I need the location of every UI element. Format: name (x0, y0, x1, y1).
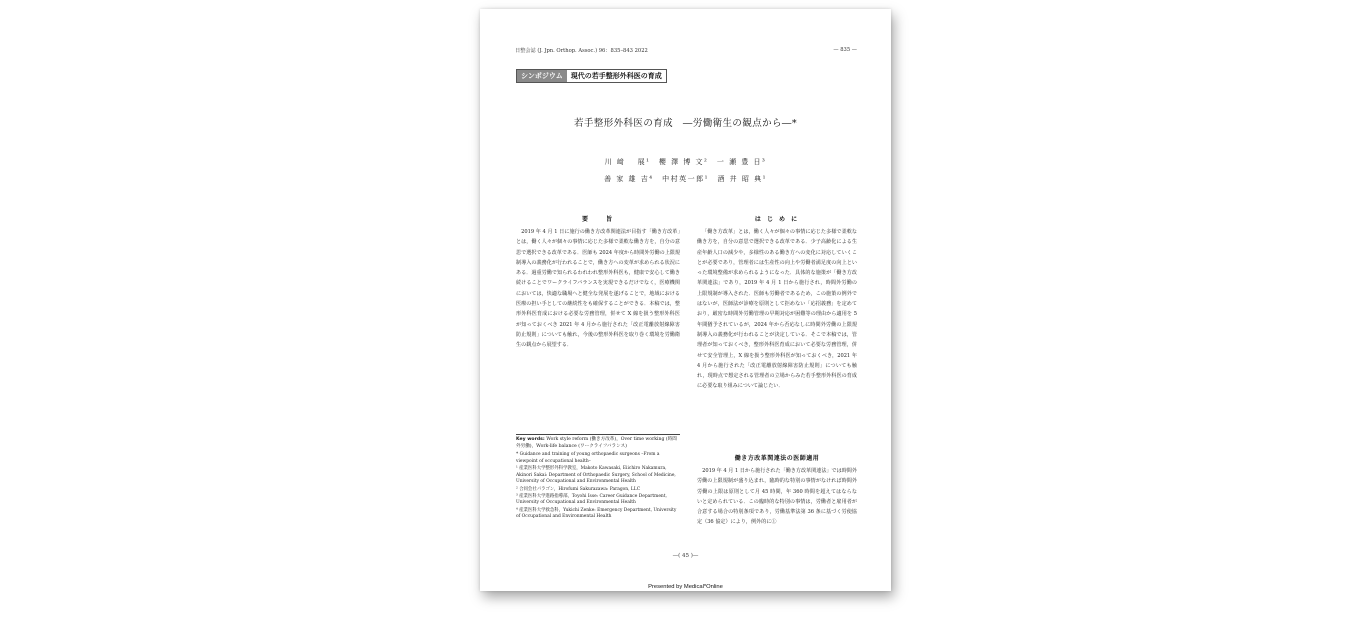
abstract-body (516, 227, 680, 351)
page-header-number: — 835 — (833, 47, 857, 53)
section2-heading: 働き方改革関連法の医師適用 (734, 455, 820, 462)
footnote-item: ¹ 産業医科大学整形外科学教室，Makoto Kawasaki, Eiichiro Nakamura, Akinori Sakai: Department of Orthopaedic Surgery, School of Medicine, University of Occupational and Environmental Health (516, 465, 676, 485)
intro-text: 「働き方改革」とは，働く人々が個々の事情に応じた多様で柔軟な働き方を，自分の意思で選択できる改革である．少子高齢化による生産年齢人口の減少や，多様性のある働き方への変化に対応していくことが必要であり，管理者には生産性の向上や労働者満足度の向上といった環境整備が求められるようになった．具体的な施策が「働き方改革関連法」であり，2019 年 4 月 1 日から施行され，時間外労働の上限規制が導入された．医師も労働者であるため，この施策の例外ではないが，医師法が診療を原則として拒めない「応招義務」を定めており，厳密な時間外労働管理の早期対応が困難等の理由から適用を 5 年間猶予されているが，2024 年から否応なしに時間外労働の上限規制導入の義務化が行われることが決定している．そこで本稿では，管理者が知っておくべき，整形外科医育成において必要な労務管理，併せて安全管理上，X 線を扱う整形外科医が知っておくべき，2021 年 4 月から施行された「改正電離放射線障害防止規則」についても触れ，現時点で想定される管理者の立場からみた若手整形外科医の育成に必要な取り組みについて論じたい． (697, 229, 857, 390)
symposium-title: 現代の若手整形外科医の育成 (567, 70, 666, 82)
abstract-heading: 要 旨 (581, 216, 614, 223)
paper-page (480, 9, 891, 591)
footnote-item: ⁴ 産業医科大学救急科，Yukichi Zenke: Emergency Department, University of Occupational and Environmental Health (516, 507, 677, 520)
authors-line-2: 善 家 雄 吉⁴ 中村英一郎¹ 酒 井 昭 典¹ (604, 175, 767, 183)
article-title: 若手整形外科医の育成 ―労働衛生の観点から―* (574, 118, 797, 129)
abstract-text: 2019 年 4 月 1 日に施行の働き方改革関連法が目指す「働き方改革」とは，働く人々が個々の事情に応じた多様で柔軟な働き方を，自分の意思で選択できる改革である．医師も 2024 年度から時間外労働の上限規制導入の義務化が行われることで，働き方への変革が求められる状況にある．過重労働で知られるわれわれ整形外科医も，健康で安心して働き続けることでワークライフバランスを実現できるだけでなく，医療機関においては，快適な職場へと健全な発展を遂げることで，地域における医療の担い手としての継続性をも確保することができる．本稿では，整形外科医育成における必要な労務管理，併せて X 線を扱う整形外科医が知っておくべき 2021 年 4 月から施行された「改正電離放射線障害防止規則」についても触れ，今後の整形外科医を取り巻く環境を労働衛生の観点から展望する． (516, 229, 680, 349)
symposium-banner (516, 69, 667, 83)
symposium-tag: シンポジウム (517, 70, 567, 82)
presented-by-footer: Presented by Medical*Online (648, 584, 723, 590)
keywords-text: Work style reform (働き方改革)，Over time working (時間外労働)，Work-life balance (ワークライフバランス) (516, 437, 677, 449)
keywords (516, 437, 680, 450)
page-number: —( 45 )— (672, 553, 699, 559)
footnote-divider (516, 434, 680, 435)
intro-heading: は じ め に (754, 216, 800, 223)
footnote-item: ³ 産業医科大学進路指導部，Toyohi Isse: Career Guidance Department, University of Occupational and Environmental Health (516, 493, 667, 506)
intro-body (697, 227, 857, 392)
keywords-label: Key words: (516, 437, 545, 442)
footnote-item: * Guidance and training of young orthopaedic surgeons –From a viewpoint of occupational health– (516, 452, 660, 464)
footnote-item: ² 合同会社パラゴン，Hirofumi Sakurazawa: Paragon, LLC (516, 486, 641, 492)
section2-text: 2019 年 4 月 1 日から施行された「働き方改革関連法」では時間外労働の上限規制が盛り込まれ，臨時的な特別の事情がなければ時間外労働の上限は原則として月 45 時間，年 360 時間を超えてはならないと定められている．この臨時的な特別の事情は，労働者と雇用者が合意する場合の特別条項であり，労働基準法第 36 条に基づく労使協定（36 協定）により，例外的に① (697, 468, 857, 526)
journal-header: 日整会誌 (J. Jpn. Orthop. Assoc.) 96：835–843 2022 (515, 48, 648, 54)
section2-body (697, 466, 857, 528)
authors-line-1: 川 﨑 展¹ 櫻 澤 博 文² 一 瀬 豊 日³ (604, 158, 767, 166)
footnotes (516, 452, 680, 522)
